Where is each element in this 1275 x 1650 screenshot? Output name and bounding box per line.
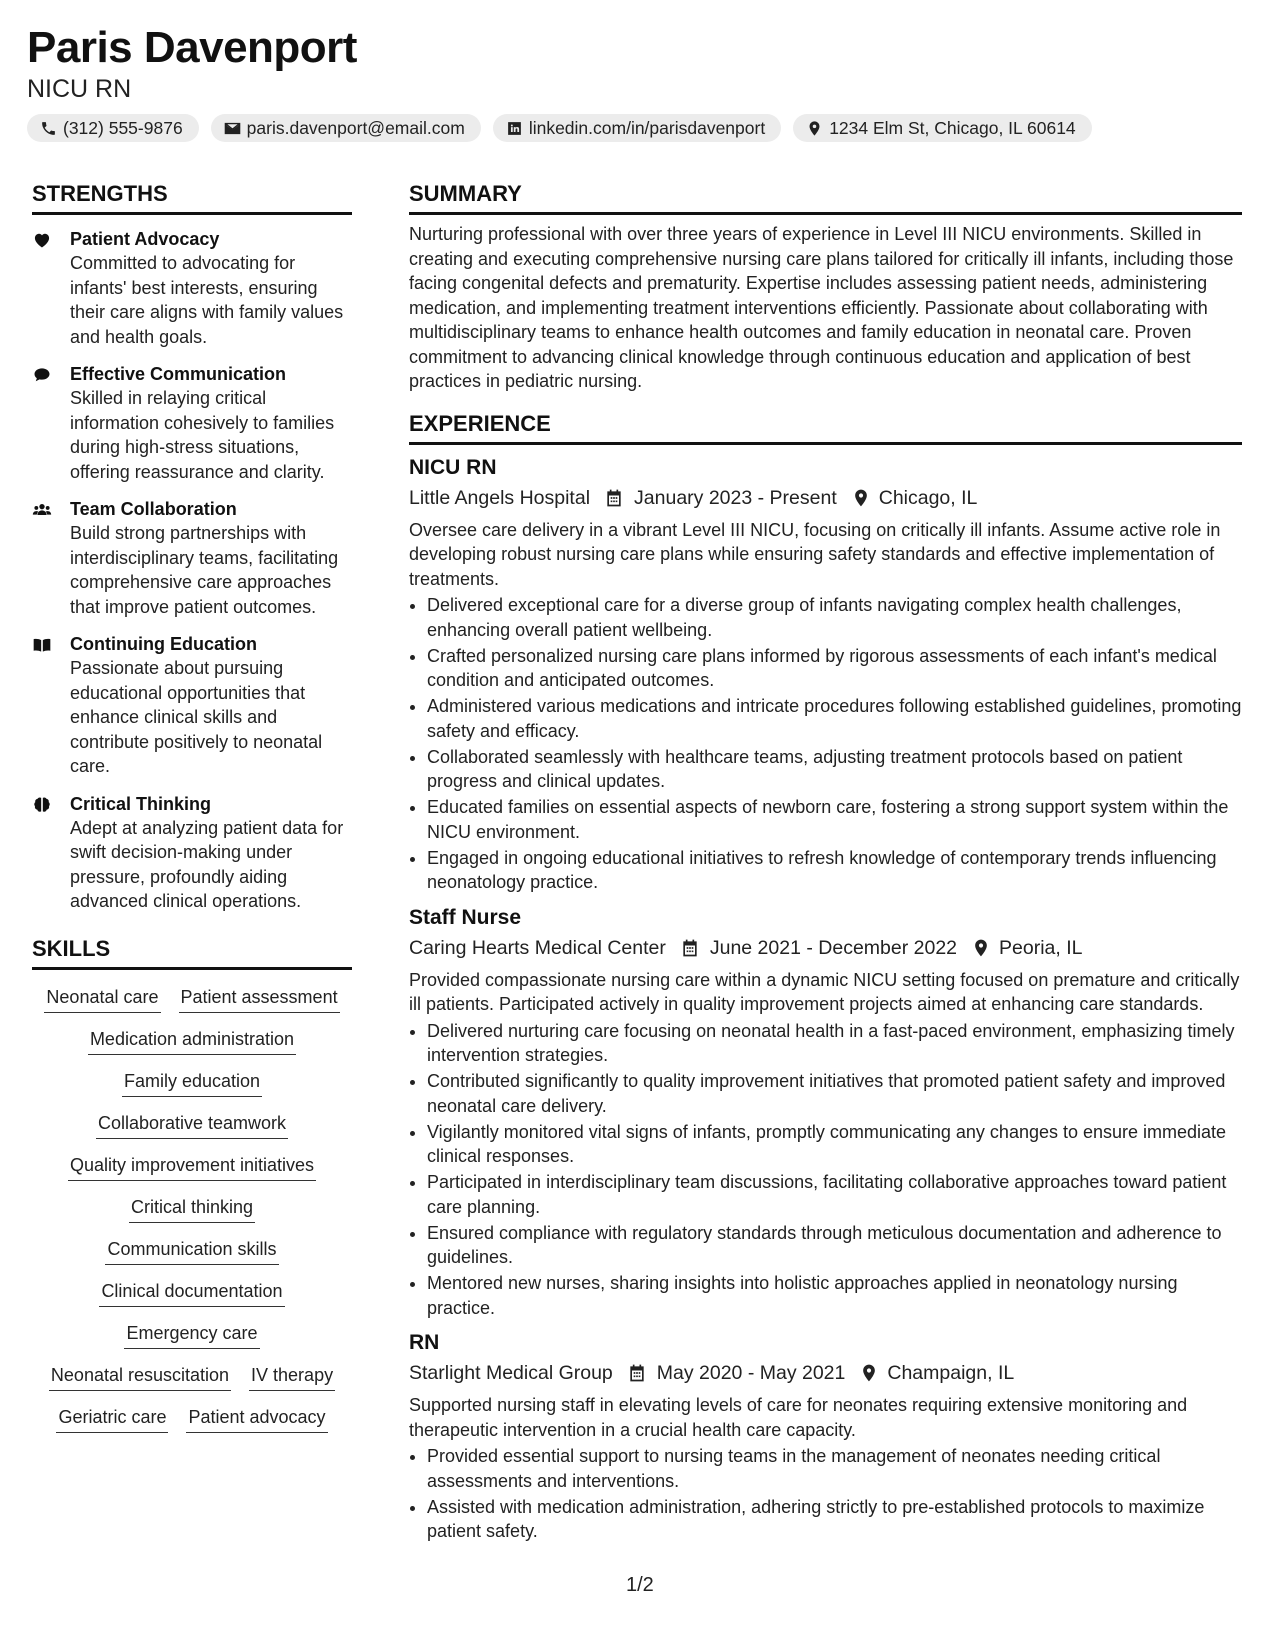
job-description: Supported nursing staff in elevating levels of care for neonates requiring extensive monitoring and therapeutic intervention in a crucial health care capacity. (409, 1395, 1188, 1440)
resume-header (27, 22, 1247, 142)
summary-text: Nurturing professional with over three years of experience in Level III NICU environments. Skilled in creating and executing comprehensive nursing care plans tailored for critically ill infants, including those facing congenital defects and prematurity. Expertise includes assessing patient needs, administering medication, and implementing treatment interventions efficiently. Passionate about collaborating with multidisciplinary teams to enhance health outcomes and family education in neonatal care. Proven commitment to advancing clinical knowledge through continuous education and application of best practices in pediatric nursing. (409, 224, 1234, 391)
contact-linkedin[interactable] (493, 114, 781, 142)
skill-tag: Collaborative teamwork (96, 1110, 288, 1139)
job-title: NICU RN (409, 455, 497, 479)
strength-desc: Passionate about pursuing educational opportunities that enhance clinical skills and contribute positively to neonatal care. (70, 658, 323, 776)
job-bullet: • Engaged in ongoing educational initiatives to refresh knowledge of contemporary trends influencing neonatology practice. (427, 846, 1242, 895)
job-bullets (409, 1444, 1242, 1544)
job-entry (409, 904, 1242, 1321)
job-meta (409, 1359, 1242, 1387)
strength-desc: Committed to advocating for infants' best interests, ensuring their care aligns with family values and health goals. (70, 253, 344, 347)
contact-email-text: paris.davenport@email.com (246, 117, 465, 138)
job-location: Chicago, IL (878, 486, 978, 509)
users-icon (32, 500, 52, 520)
skill-tag: Medication administration (88, 1026, 296, 1055)
envelope-icon (224, 120, 241, 137)
strength-desc: Adept at analyzing patient data for swift decision-making under pressure, profoundly aiding advanced clinical operations. (70, 817, 344, 911)
skill-tag: Clinical documentation (99, 1278, 284, 1307)
experience-heading: EXPERIENCE (409, 410, 1242, 445)
job-bullets (409, 593, 1242, 895)
linkedin-icon (506, 120, 523, 137)
job-company: Starlight Medical Group (409, 1362, 613, 1384)
left-column (32, 180, 352, 1433)
map-pin-icon (859, 1363, 879, 1383)
strength-title: Team Collaboration (70, 499, 237, 519)
job-bullet: • Ensured compliance with regulatory standards through meticulous documentation and adherence to guidelines. (427, 1221, 1242, 1270)
strength-title: Critical Thinking (70, 793, 212, 814)
job-dates: June 2021 - December 2022 (709, 936, 958, 959)
strengths-list (32, 227, 352, 914)
phone-icon (40, 120, 57, 137)
job-dates: January 2023 - Present (634, 486, 837, 509)
page-number: 1/2 (626, 1574, 654, 1596)
job-title: Staff Nurse (409, 905, 522, 929)
contact-bar (27, 114, 1247, 142)
job-bullet: • Educated families on essential aspects of newborn care, fostering a strong support system within the NICU environment. (427, 795, 1242, 844)
map-pin-icon (851, 488, 871, 508)
candidate-role: NICU RN (27, 75, 132, 103)
strength-item (32, 362, 352, 484)
strength-item (32, 632, 352, 779)
skill-tag: Quality improvement initiatives (68, 1152, 316, 1181)
job-bullet: • Delivered nurturing care focusing on neonatal health in a fast-paced environment, emphasizing timely intervention strategies. (427, 1019, 1242, 1068)
skill-tag: Patient advocacy (186, 1404, 327, 1433)
speech-bubble-icon (32, 365, 52, 385)
heart-icon (32, 230, 52, 250)
job-dates: May 2020 - May 2021 (656, 1362, 846, 1384)
skills-list (32, 984, 352, 1433)
brain-icon (32, 795, 52, 815)
job-bullet: • Contributed significantly to quality improvement initiatives that promoted patient safety and improved neonatal care delivery. (427, 1069, 1242, 1118)
job-bullets (409, 1019, 1242, 1321)
contact-email[interactable] (211, 114, 481, 142)
strength-item (32, 792, 352, 914)
skill-tag: Family education (122, 1068, 262, 1097)
job-title: RN (409, 1331, 440, 1354)
skill-tag: IV therapy (249, 1362, 335, 1391)
job-bullet: • Crafted personalized nursing care plans informed by rigorous assessments of each infant's medical condition and anticipated outcomes. (427, 644, 1242, 693)
contact-phone[interactable] (27, 114, 199, 142)
map-pin-icon (806, 120, 823, 137)
calendar-icon (627, 1363, 647, 1383)
skill-tag: Neonatal resuscitation (49, 1362, 231, 1391)
job-entry (409, 454, 1242, 895)
job-meta (409, 934, 1242, 962)
strength-item (32, 227, 352, 349)
skill-tag: Critical thinking (129, 1194, 255, 1223)
strength-desc: Build strong partnerships with interdisciplinary teams, facilitating comprehensive care approaches that improve patient outcomes. (70, 523, 339, 617)
job-entry (409, 1329, 1242, 1544)
strength-title: Patient Advocacy (70, 229, 220, 249)
job-bullet: • Assisted with medication administration, adhering strictly to pre-established protocols to maximize patient safety. (427, 1495, 1242, 1544)
skills-heading: SKILLS (32, 935, 352, 970)
strength-title: Effective Communication (70, 364, 287, 384)
contact-address (793, 114, 1091, 142)
contact-phone-text: (312) 555-9876 (63, 117, 183, 138)
strengths-heading: STRENGTHS (32, 180, 352, 215)
skill-tag: Geriatric care (56, 1404, 168, 1433)
skill-tag: Communication skills (105, 1236, 278, 1265)
calendar-icon (680, 938, 700, 958)
job-location: Champaign, IL (887, 1362, 1015, 1384)
job-description: Provided compassionate nursing care within a dynamic NICU setting focused on premature and critically ill patients. Participated actively in quality improvement projects aimed at enhancing care standards. (409, 969, 1240, 1014)
job-bullet: • Collaborated seamlessly with healthcare teams, adjusting treatment protocols based on patient progress and clinical updates. (427, 745, 1242, 794)
candidate-name: Paris Davenport (27, 23, 357, 72)
book-icon (32, 635, 52, 655)
strength-desc: Skilled in relaying critical information cohesively to families during high-stress situations, offering reassurance and clarity. (70, 388, 335, 482)
job-bullet: • Participated in interdisciplinary team discussions, facilitating collaborative approaches toward patient care planning. (427, 1170, 1242, 1219)
job-bullet: • Mentored new nurses, sharing insights into holistic approaches applied in neonatology nursing practice. (427, 1271, 1242, 1320)
job-company: Caring Hearts Medical Center (409, 936, 666, 959)
summary-heading: SUMMARY (409, 180, 1242, 215)
job-bullet: • Delivered exceptional care for a diverse group of infants navigating complex health challenges, enhancing overall patient wellbeing. (427, 593, 1242, 642)
contact-linkedin-text: linkedin.com/in/parisdavenport (528, 117, 766, 138)
job-bullet: • Provided essential support to nursing teams in the management of neonates needing critical assessments and interventions. (427, 1444, 1242, 1493)
calendar-icon (604, 488, 624, 508)
job-bullet: • Vigilantly monitored vital signs of infants, promptly communicating any changes to ensure immediate clinical responses. (427, 1120, 1242, 1169)
job-meta (409, 484, 1242, 512)
skill-tag: Patient assessment (179, 984, 340, 1013)
contact-address-text: 1234 Elm St, Chicago, IL 60614 (829, 117, 1076, 138)
right-column (409, 180, 1242, 1545)
job-description: Oversee care delivery in a vibrant Level III NICU, focusing on critically ill infants. Assume active role in developing robust nursing care plans while ensuring safety standards and effective implementation of treatments. (409, 519, 1221, 589)
job-company: Little Angels Hospital (409, 486, 591, 509)
skill-tag: Emergency care (124, 1320, 259, 1349)
strength-item (32, 497, 352, 619)
job-bullet: • Administered various medications and intricate procedures following established guidelines, promoting safety and efficacy. (427, 694, 1242, 743)
job-location: Peoria, IL (999, 936, 1083, 959)
skill-tag: Neonatal care (44, 984, 160, 1013)
strength-title: Continuing Education (70, 634, 257, 654)
map-pin-icon (971, 938, 991, 958)
